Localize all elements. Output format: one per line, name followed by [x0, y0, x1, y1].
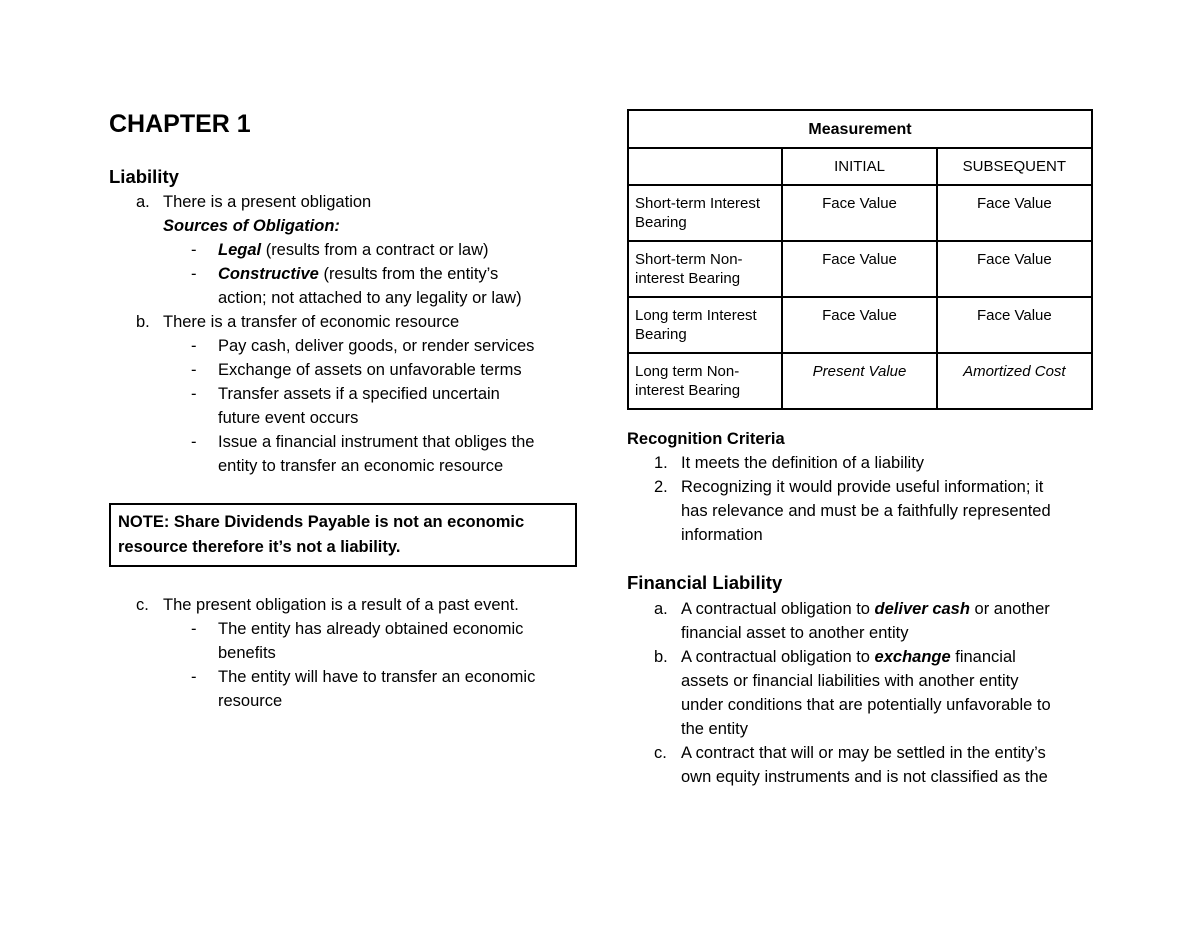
row-label: Short-term Interest Bearing — [628, 185, 782, 241]
note-box — [109, 503, 577, 567]
table-header-initial: INITIAL — [782, 148, 936, 185]
table-row — [628, 185, 1092, 241]
fl-item-b-post: financial — [950, 648, 1016, 666]
bullet-marker: - — [191, 620, 197, 638]
fl-item-b-pre: A contractual obligation to — [681, 648, 875, 666]
sources-heading: Sources of Obligation: — [163, 217, 340, 235]
row-subsequent: Face Value — [937, 185, 1092, 241]
liability-heading: Liability — [109, 166, 179, 187]
row-label: Short-term Non- interest Bearing — [628, 241, 782, 297]
source-legal — [218, 238, 489, 262]
fl-item-a — [681, 597, 1050, 621]
source-constructive-term: Constructive — [218, 265, 319, 283]
b-bullet-text: Pay cash, deliver goods, or render services — [218, 337, 535, 355]
c-bullet-text-line2: benefits — [218, 644, 276, 662]
source-legal-desc: (results from a contract or law) — [261, 241, 489, 259]
item-b-marker: b. — [136, 313, 150, 331]
item-c-marker: c. — [136, 596, 149, 614]
b-bullet-text-line2: future event occurs — [218, 409, 359, 427]
row-initial: Face Value — [782, 241, 936, 297]
recognition-item-line3: information — [681, 526, 763, 544]
measurement-table — [627, 109, 1093, 410]
fl-item-a-pre: A contractual obligation to — [681, 600, 875, 618]
fl-item-b-term: exchange — [874, 648, 951, 666]
fl-item-c-line2: own equity instruments and is not classified as the — [681, 768, 1048, 786]
item-b-text: There is a transfer of economic resource — [163, 313, 460, 331]
item-c-text: The present obligation is a result of a past event. — [163, 596, 519, 614]
c-bullet-text: The entity has already obtained economic — [218, 620, 524, 638]
fl-item-c: A contract that will or may be settled in the entity’s — [681, 744, 1046, 762]
b-bullet-text: Exchange of assets on unfavorable terms — [218, 361, 522, 379]
fl-item-b-line2: assets or financial liabilities with another entity — [681, 672, 1019, 690]
fl-item-b-line3: under conditions that are potentially unfavorable to — [681, 696, 1051, 714]
source-constructive-desc: (results from the entity’s — [318, 265, 499, 283]
bullet-marker: - — [191, 385, 197, 403]
row-subsequent: Amortized Cost — [937, 353, 1092, 409]
b-bullet-text: Issue a financial instrument that obliges the — [218, 433, 535, 451]
row-initial: Face Value — [782, 185, 936, 241]
b-bullet-text: Transfer assets if a specified uncertain — [218, 385, 500, 403]
bullet-marker: - — [191, 337, 197, 355]
recognition-marker: 2. — [654, 478, 668, 496]
fl-item-b — [681, 645, 1016, 669]
table-row — [628, 353, 1092, 409]
bullet-marker: - — [191, 433, 197, 451]
c-bullet-text-line2: resource — [218, 692, 283, 710]
note-line1: NOTE: Share Dividends Payable is not an economic — [118, 513, 525, 531]
bullet-marker: - — [191, 668, 197, 686]
bullet-marker: - — [191, 361, 197, 379]
table-title: Measurement — [628, 110, 1092, 148]
recognition-item-line2: has relevance and must be a faithfully represented — [681, 502, 1051, 520]
fl-item-a-term: deliver cash — [874, 600, 970, 618]
row-subsequent: Face Value — [937, 241, 1092, 297]
table-row — [628, 241, 1092, 297]
item-a-text: There is a present obligation — [163, 193, 372, 211]
item-a-marker: a. — [136, 193, 150, 211]
fl-item-a-marker: a. — [654, 600, 668, 618]
table-header-row — [628, 148, 1092, 185]
fl-item-b-marker: b. — [654, 648, 668, 666]
financial-liability-heading: Financial Liability — [627, 572, 783, 593]
row-initial: Face Value — [782, 297, 936, 353]
source-constructive-line2: action; not attached to any legality or law) — [218, 289, 522, 307]
chapter-title: CHAPTER 1 — [109, 110, 251, 138]
recognition-item: Recognizing it would provide useful information; it — [681, 478, 1044, 496]
table-header-blank — [628, 148, 782, 185]
bullet-marker: - — [191, 265, 197, 283]
recognition-item: It meets the definition of a liability — [681, 454, 925, 472]
fl-item-c-marker: c. — [654, 744, 667, 762]
source-legal-term: Legal — [218, 241, 262, 259]
row-subsequent: Face Value — [937, 297, 1092, 353]
fl-item-b-line4: the entity — [681, 720, 748, 738]
row-label: Long term Non- interest Bearing — [628, 353, 782, 409]
fl-item-a-post: or another — [969, 600, 1050, 618]
table-header-subsequent: SUBSEQUENT — [937, 148, 1092, 185]
c-bullet-text: The entity will have to transfer an economic — [218, 668, 536, 686]
row-label: Long term Interest Bearing — [628, 297, 782, 353]
table-row — [628, 297, 1092, 353]
row-initial: Present Value — [782, 353, 936, 409]
bullet-marker: - — [191, 241, 197, 259]
recognition-marker: 1. — [654, 454, 668, 472]
b-bullet-text-line2: entity to transfer an economic resource — [218, 457, 504, 475]
note-line2: resource therefore it’s not a liability. — [118, 538, 401, 556]
recognition-heading: Recognition Criteria — [627, 430, 785, 448]
source-constructive — [218, 262, 498, 286]
fl-item-a-line2: financial asset to another entity — [681, 624, 909, 642]
